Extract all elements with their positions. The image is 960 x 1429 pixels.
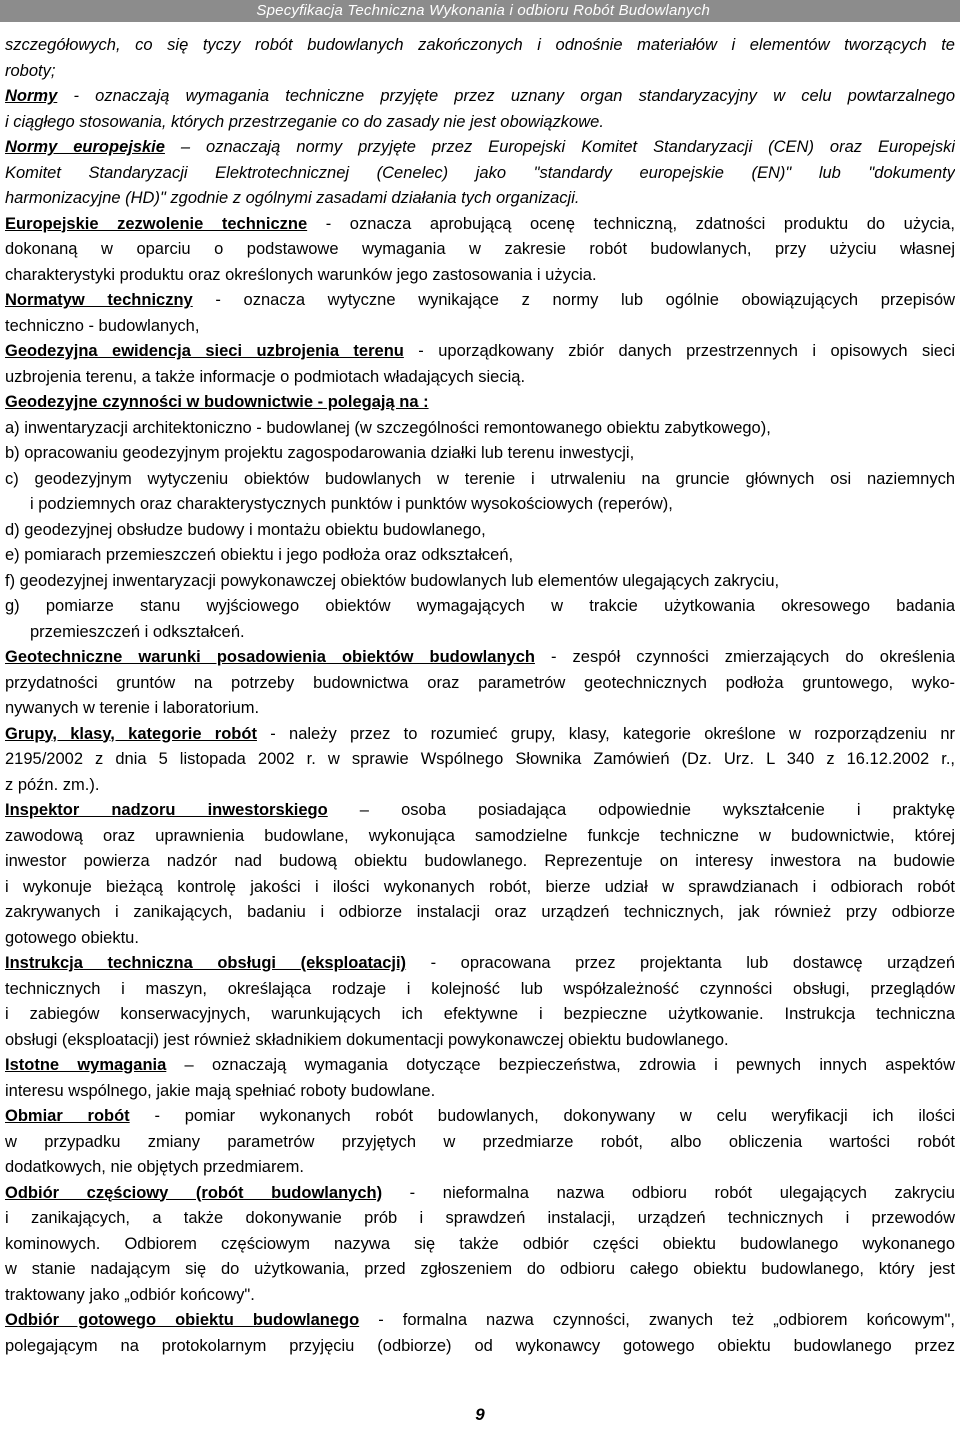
text-line bbox=[5, 33, 955, 59]
line-text: g) pomiarze stanu wyjściowego obiektów wymagających w trakcie użytkowania okresowego badania bbox=[5, 597, 955, 615]
defined-term: Europejskie zezwolenie techniczne bbox=[5, 214, 308, 233]
text-line bbox=[5, 467, 955, 493]
defined-term: Normy europejskie bbox=[5, 138, 165, 156]
text-line bbox=[5, 824, 955, 850]
line-text: d) geodezyjnej obsłudze budowy i montażu obiektu budowlanego, bbox=[5, 520, 486, 539]
line-text: - nieformalna nazwa odbioru robót ulegających zakryciu bbox=[382, 1183, 955, 1202]
line-text: a) inwentaryzacji architektoniczno - budowlanej (w szczególności remontowanego obiektu zabytkowego), bbox=[5, 418, 771, 437]
header-title: Specyfikacja Techniczna Wykonania i odbioru Robót Budowlanych bbox=[256, 2, 710, 19]
text-line bbox=[5, 569, 955, 595]
line-text: interesu wspólnego, jakie mają spełniać roboty budowlane. bbox=[5, 1081, 436, 1100]
text-line bbox=[5, 59, 955, 85]
line-text: w przypadku zmiany parametrów przyjętych w przedmiarze robót, albo obliczenia wartości robót bbox=[5, 1132, 955, 1151]
text-line bbox=[5, 492, 955, 518]
defined-term: Istotne wymagania bbox=[5, 1056, 167, 1074]
line-text: i ciągłego stosowania, których przestrzeganie co do zasady nie jest obowiązkowe. bbox=[5, 112, 604, 131]
defined-term: Odbiór gotowego obiektu budowlanego bbox=[5, 1311, 360, 1329]
line-text: 2195/2002 z dnia 5 listopada 2002 r. w sprawie Wspólnego Słownika Zamówień (Dz. Urz. L 340 z 16.12.2002 r., bbox=[5, 750, 955, 768]
line-text: dodatkowych, nie objętych przedmiarem. bbox=[5, 1158, 304, 1176]
line-text: - oznacza wytyczne wynikające z normy lub ogólnie obowiązujących przepisów bbox=[192, 291, 955, 309]
text-line bbox=[5, 1232, 955, 1258]
text-line bbox=[5, 620, 955, 646]
text-line bbox=[5, 365, 955, 391]
line-text: i wykonuje bieżącą kontrolę jakości i ilości wykonanych robót, bierze udział w sprawdzianach i odbiorach robót bbox=[5, 877, 955, 896]
line-text: szczegółowych, co się tyczy robót budowlanych zakończonych i odnośnie materiałów i elementów tworzących te bbox=[5, 36, 955, 54]
definition-line bbox=[5, 212, 955, 238]
line-text: – osoba posiadająca odpowiednie wykształcenie i praktykę bbox=[327, 801, 955, 819]
line-text: inwestor powierza nadzór nad budową obiektu budowlanego. Reprezentuje on interesy inwestora na budowie bbox=[5, 852, 955, 870]
definition-line bbox=[5, 1181, 955, 1207]
defined-term: Grupy, klasy, kategorie robót bbox=[5, 724, 257, 743]
line-text: przydatności gruntów na potrzeby budownictwa oraz parametrów geotechnicznych podłoża gruntowego, wyko- bbox=[5, 673, 955, 692]
line-text: e) pomiarach przemieszczeń obiektu i jego podłoża oraz odkształceń, bbox=[5, 546, 514, 564]
text-line bbox=[5, 875, 955, 901]
line-text: z późn. zm.). bbox=[5, 775, 100, 794]
line-text: traktowany jako „odbiór końcowy". bbox=[5, 1285, 255, 1304]
definition-line bbox=[5, 1053, 955, 1079]
definition-line bbox=[5, 288, 955, 314]
line-text: gotowego obiektu. bbox=[5, 928, 139, 947]
line-text: dokonaną w oparciu o podstawowe wymagania w zakresie robót budowlanych, przy użyciu własnej bbox=[5, 240, 955, 258]
text-line bbox=[5, 1257, 955, 1283]
text-line bbox=[5, 849, 955, 875]
text-line bbox=[5, 416, 955, 442]
defined-term: Geotechniczne warunki posadowienia obiektów budowlanych bbox=[5, 648, 535, 666]
line-text: uzbrojenia terenu, a także informacje o podmiotach władających siecią. bbox=[5, 367, 526, 386]
defined-term: Odbiór częściowy (robót budowlanych) bbox=[5, 1183, 383, 1202]
text-line bbox=[5, 1002, 955, 1028]
line-text: - opracowana przez projektanta lub dostawcę urządzeń bbox=[406, 954, 955, 972]
definition-line bbox=[5, 645, 955, 671]
line-text: technicznych i maszyn, określająca rodzaje i kolejność lub współzależność czynności obsługi, przeglądów bbox=[5, 979, 955, 998]
text-line bbox=[5, 161, 955, 187]
text-line bbox=[5, 441, 955, 467]
line-text: zakrywanych i zanikających, badaniu i odbiorze instalacji oraz urządzeń technicznych, jak również przy odbiorze bbox=[5, 903, 955, 921]
line-text: charakterystyki produktu oraz określonych warunków jego zastosowania i użycia. bbox=[5, 265, 597, 284]
line-text: f) geodezyjnej inwentaryzacji powykonawczej obiektów budowlanych lub elementów ulegających zakryciu, bbox=[5, 571, 780, 590]
line-text: nywanych w terenie i laboratorium. bbox=[5, 699, 260, 717]
line-text: b) opracowaniu geodezyjnym projektu zagospodarowania działki lub terenu inwestycji, bbox=[5, 444, 635, 462]
definition-line bbox=[5, 1104, 955, 1130]
line-text: harmonizacyjne (HD)" zgodnie z ogólnymi zasadami działania tych organizacji. bbox=[5, 189, 580, 207]
defined-term: Inspektor nadzoru inwestorskiego bbox=[5, 801, 328, 819]
text-line bbox=[5, 1334, 955, 1360]
defined-term: Normy bbox=[5, 87, 58, 105]
text-line bbox=[5, 594, 955, 620]
line-text: i zabiegów konserwacyjnych, warunkujących ich efektywne i bezpieczne użytkowanie. Instrukcja techniczna bbox=[5, 1005, 955, 1023]
line-text: - zespół czynności zmierzających do określenia bbox=[534, 648, 955, 666]
line-text: polegającym na protokolarnym przyjęciu (odbiorze) od wykonawcy gotowego obiektu budowlanego przez bbox=[5, 1336, 955, 1355]
line-text: w stanie nadającym się do użytkowania, przed zgłoszeniem do odbioru całego obiektu budowlanego, który jest bbox=[5, 1260, 955, 1278]
line-text: - należy przez to rozumieć grupy, klasy, kategorie określone w rozporządzeniu nr bbox=[256, 724, 955, 743]
text-line bbox=[5, 1130, 955, 1156]
page-number: 9 bbox=[475, 1405, 485, 1424]
line-text: - pomiar wykonanych robót budowlanych, dokonywany w celu weryfikacji ich ilości bbox=[129, 1107, 955, 1125]
line-text: - uporządkowany zbiór danych przestrzennych i opisowych sieci bbox=[403, 342, 955, 360]
definition-line bbox=[5, 390, 955, 416]
text-line bbox=[5, 518, 955, 544]
line-text: – oznaczają wymagania dotyczące bezpieczeństwa, zdrowia i pewnych innych aspektów bbox=[166, 1056, 955, 1074]
text-line bbox=[5, 773, 955, 799]
line-text: - formalna nazwa czynności, zwanych też „odbiorem końcowym", bbox=[359, 1311, 955, 1329]
line-text: c) geodezyjnym wytyczeniu obiektów budowlanych w terenie i utrwaleniu na gruncie głównych osi naziemnych bbox=[5, 469, 955, 488]
line-text: Komitet Standaryzacji Elektrotechnicznej (Cenelec) jako "standardy europejskie (EN)" lub "dokumenty bbox=[5, 163, 955, 182]
definition-line bbox=[5, 798, 955, 824]
text-line bbox=[5, 977, 955, 1003]
line-text: roboty; bbox=[5, 61, 56, 80]
line-text: obsługi (eksploatacji) jest również składnikiem dokumentacji powykonawczej obiektu budowlanego. bbox=[5, 1030, 729, 1049]
text-line bbox=[5, 1079, 955, 1105]
defined-term: Geodezyjne czynności w budownictwie - polegają na : bbox=[5, 393, 429, 411]
definition-line bbox=[5, 1308, 955, 1334]
line-text: kominowych. Odbiorem częściowym nazywa się także odbiór części obiektu budowlanego wykonanego bbox=[5, 1234, 955, 1253]
definition-line bbox=[5, 84, 955, 110]
definition-line bbox=[5, 722, 955, 748]
text-line bbox=[5, 1283, 955, 1309]
line-text: przemieszczeń i odkształceń. bbox=[30, 622, 245, 641]
page-header bbox=[0, 0, 960, 22]
text-line bbox=[5, 186, 955, 212]
text-line bbox=[5, 314, 955, 340]
line-text: - oznacza aprobującą ocenę techniczną, zdatności produktu do użycia, bbox=[307, 214, 955, 233]
text-line bbox=[5, 543, 955, 569]
defined-term: Instrukcja techniczna obsługi (eksploatacji) bbox=[5, 954, 407, 972]
text-line bbox=[5, 747, 955, 773]
text-line bbox=[5, 671, 955, 697]
text-line bbox=[5, 110, 955, 136]
definition-line bbox=[5, 135, 955, 161]
line-text: – oznaczają normy przyjęte przez Europejski Komitet Standaryzacji (CEN) oraz Europejski bbox=[164, 138, 955, 156]
defined-term: Obmiar robót bbox=[5, 1107, 130, 1125]
definition-line bbox=[5, 951, 955, 977]
defined-term: Normatyw techniczny bbox=[5, 291, 193, 309]
text-line bbox=[5, 696, 955, 722]
text-line bbox=[5, 263, 955, 289]
line-text: i podziemnych oraz charakterystycznych punktów i punktów wysokościowych (reperów), bbox=[30, 495, 673, 513]
line-text: - oznaczają wymagania techniczne przyjęte przez uznany organ standaryzacyjny w celu powtarzalnego bbox=[57, 87, 955, 105]
text-line bbox=[5, 1155, 955, 1181]
line-text: techniczno - budowlanych, bbox=[5, 316, 200, 335]
definition-line bbox=[5, 339, 955, 365]
text-line bbox=[5, 900, 955, 926]
defined-term: Geodezyjna ewidencja sieci uzbrojenia terenu bbox=[5, 342, 404, 360]
text-line bbox=[5, 926, 955, 952]
text-line bbox=[5, 237, 955, 263]
text-line bbox=[5, 1206, 955, 1232]
text-line bbox=[5, 1028, 955, 1054]
document-body bbox=[5, 33, 955, 1359]
line-text: i zanikających, a także dokonywanie prób i sprawdzeń instalacji, urządzeń technicznych i przewodów bbox=[5, 1209, 955, 1227]
line-text: zawodową oraz uprawnienia budowlane, wykonująca samodzielne funkcje techniczne w budownictwie, której bbox=[5, 826, 955, 845]
